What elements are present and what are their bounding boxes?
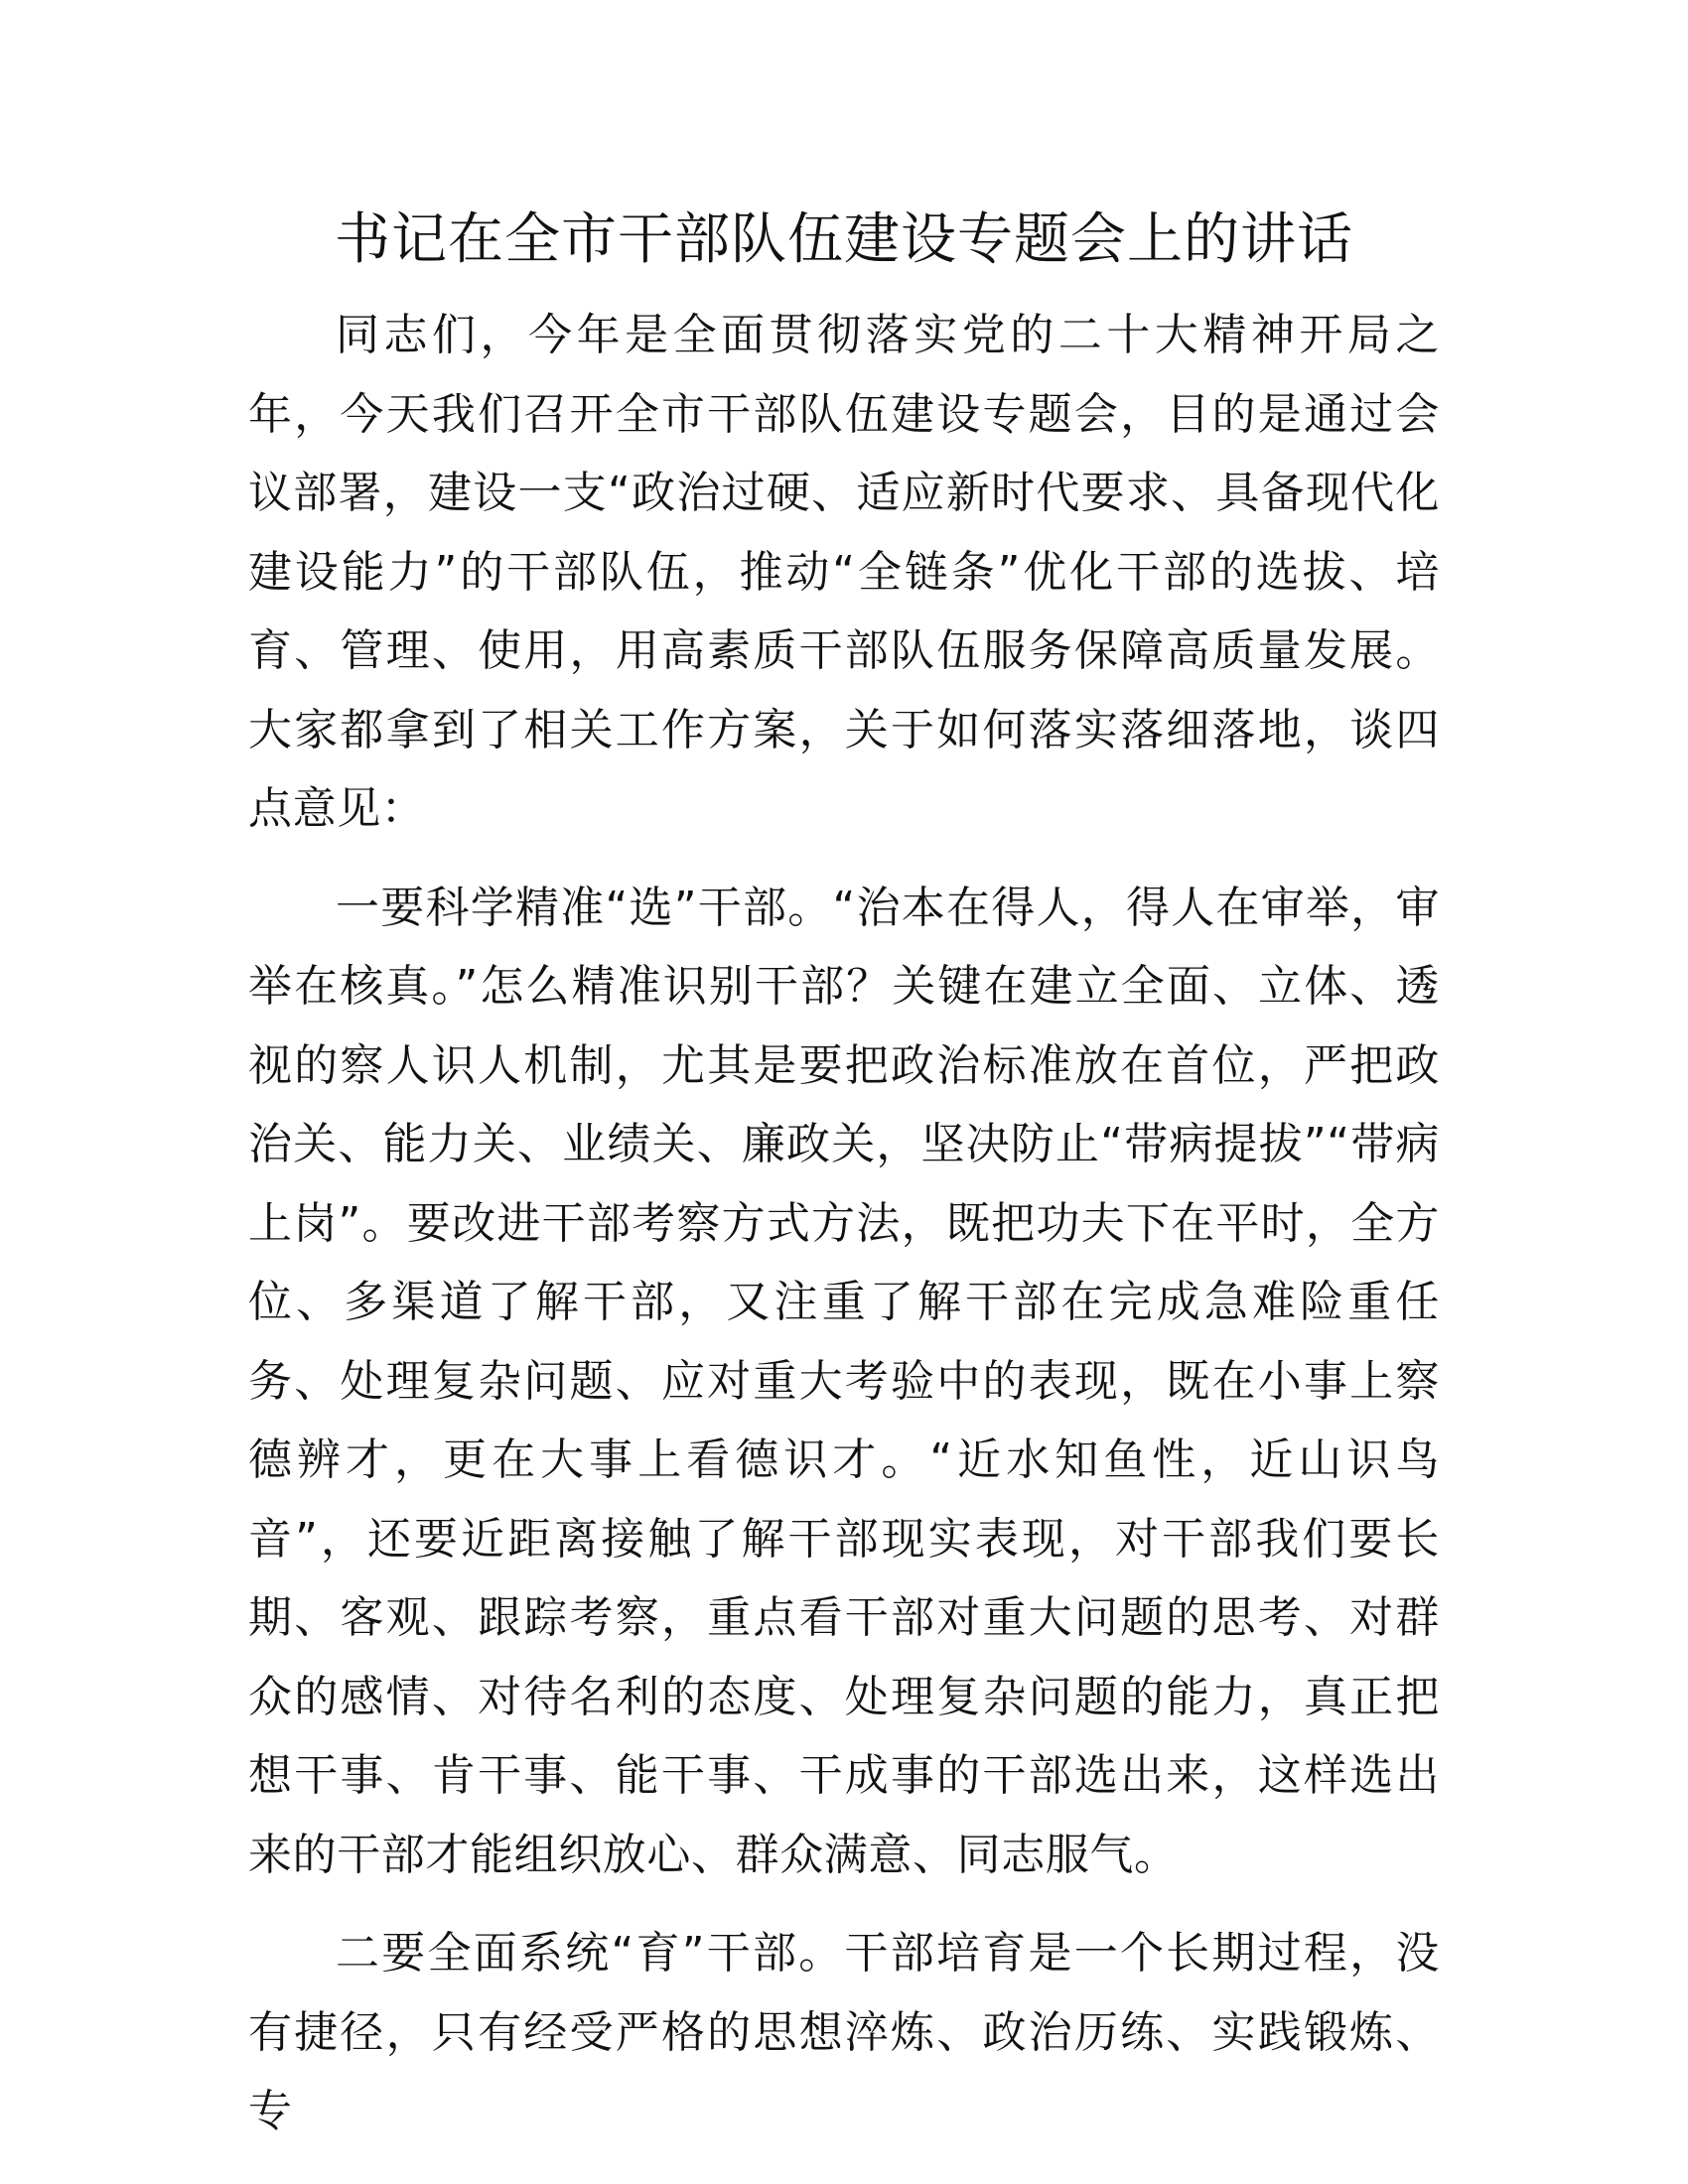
document-body bbox=[248, 296, 1440, 2151]
paragraph-intro: 同志们，今年是全面贯彻落实党的二十大精神开局之年，今天我们召开全市干部队伍建设专题会，目的是通过会议部署，建设一支“政治过硬、适应新时代要求、具备现代化建设能力”的干部队伍，推动“全链条”优化干部的选拔、培育、管理、使用，用高素质干部队伍服务保障高质量发展。大家都拿到了相关工作方案，关于如何落实落细落地，谈四点意见： bbox=[248, 310, 1440, 834]
paragraph-point-one: 一要科学精准“选”干部。“治本在得人，得人在审举，审举在核真。”怎么精准识别干部？关键在建立全面、立体、透视的察人识人机制，尤其是要把政治标准放在首位，严把政治关、能力关、业绩关、廉政关，坚决防止“带病提拔”“带病上岗”。要改进干部考察方式方法，既把功夫下在平时，全方位、多渠道了解干部，又注重了解干部在完成急难险重任务、处理复杂问题、应对重大考验中的表现，既在小事上察德辨才，更在大事上看德识才。“近水知鱼性，近山识鸟音”，还要近距离接触了解干部现实表现，对干部我们要长期、客观、跟踪考察，重点看干部对重大问题的思考、对群众的感情、对待名利的态度、处理复杂问题的能力，真正把想干事、肯干事、能干事、干成事的干部选出来，这样选出来的干部才能组织放心、群众满意、同志服气。 bbox=[248, 882, 1440, 1880]
paragraph-point-two: 二要全面系统“育”干部。干部培育是一个长期过程，没有捷径，只有经受严格的思想淬炼、政治历练、实践锻炼、专 bbox=[248, 1928, 1440, 2136]
document-title: 书记在全市干部队伍建设专题会上的讲话 bbox=[335, 207, 1353, 272]
